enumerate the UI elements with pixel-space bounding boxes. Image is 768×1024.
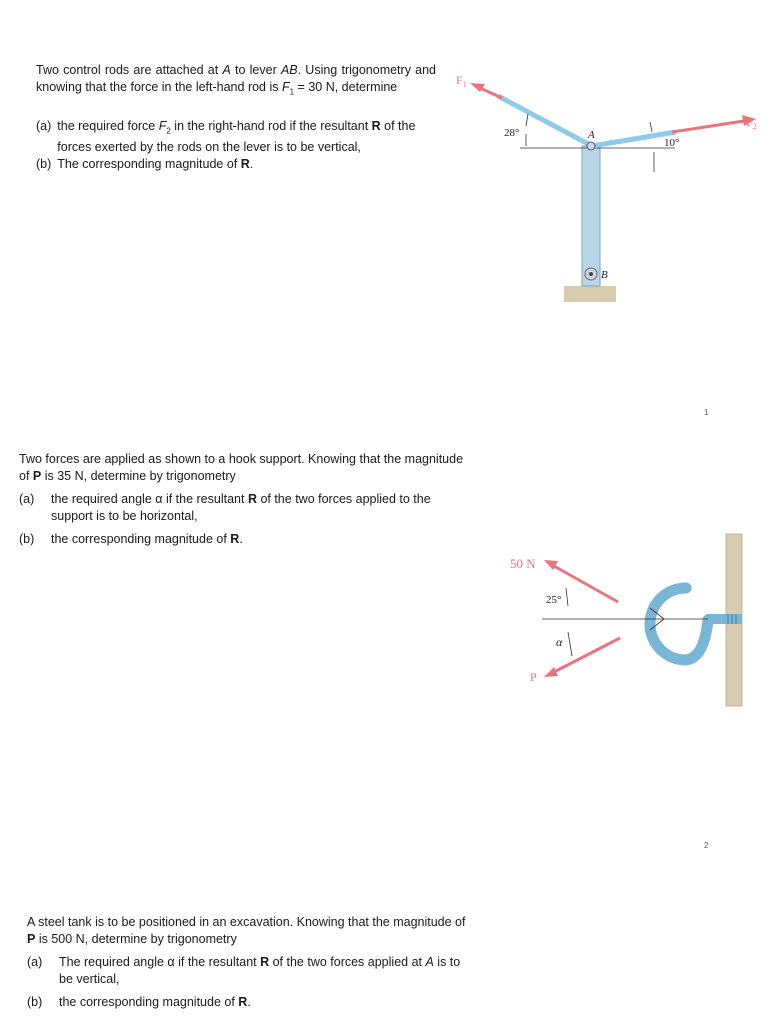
force-p-label: P: [530, 670, 537, 684]
problem-3-statement: A steel tank is to be positioned in an excavation. Knowing that the magnitude of P is 500 N, determine by trigonometry: [27, 915, 466, 946]
hook-body: [650, 588, 708, 660]
angle-10-label: 10°: [664, 137, 680, 149]
problem-2-part-a: (a) the required angle α if the resultant R of the two forces applied to the support is to be horizontal,: [19, 492, 431, 523]
force-p-arrow-head: [544, 667, 558, 677]
alpha-label: α: [556, 635, 563, 649]
problem-2-statement: Two forces are applied as shown to a hook support. Knowing that the magnitude of P is 35 N, determine by trigonometry: [19, 452, 464, 483]
ground-support: [564, 286, 616, 302]
f1-arrow-shaft: [480, 88, 502, 98]
problem-2: [19, 451, 464, 548]
figure-2-hook: [500, 530, 760, 720]
pin-a: [587, 142, 595, 150]
page-number-2: 2: [704, 841, 709, 850]
angle-28-label: 28°: [504, 127, 520, 139]
problem-1-part-a: (a) the required force $F_2$ in the right-hand rod if the resultant R of the forces exerted by the rods on the lever is to be vertical,: [36, 118, 416, 154]
point-a-label: A: [588, 129, 595, 141]
problem-2-part-b: (b) the corresponding magnitude of R.: [19, 532, 243, 546]
f2-label: $F_2$: [746, 115, 757, 131]
force-p-arrow-shaft: [554, 638, 620, 672]
f2-arrow-shaft: [672, 121, 744, 132]
problem-1-part-b: (b) The corresponding magnitude of R.: [36, 157, 254, 171]
f1-label: $F_1$: [456, 73, 467, 89]
problem-1-statement: Two control rods are attached at A to lever AB. Using trigonometry and knowing that the force in the left-hand rod is $F_1 = 30$ N, determine: [36, 63, 436, 97]
problem-3-part-a: (a) The required angle α if the resultant R of the two forces applied at A is to be vertical,: [27, 955, 461, 986]
point-b-label: B: [601, 269, 608, 281]
problem-1: [36, 62, 436, 173]
problem-3: [27, 914, 467, 1011]
problem-3-part-b: (b) the corresponding magnitude of R.: [27, 995, 251, 1009]
page-number-1: 1: [704, 408, 709, 417]
lever-ab: [582, 146, 600, 286]
angle-25-label: 25°: [546, 594, 562, 606]
force-50n-arrow-shaft: [554, 566, 618, 602]
force-50n-label: 50 N: [510, 556, 536, 571]
figure-1-lever: [440, 62, 760, 312]
